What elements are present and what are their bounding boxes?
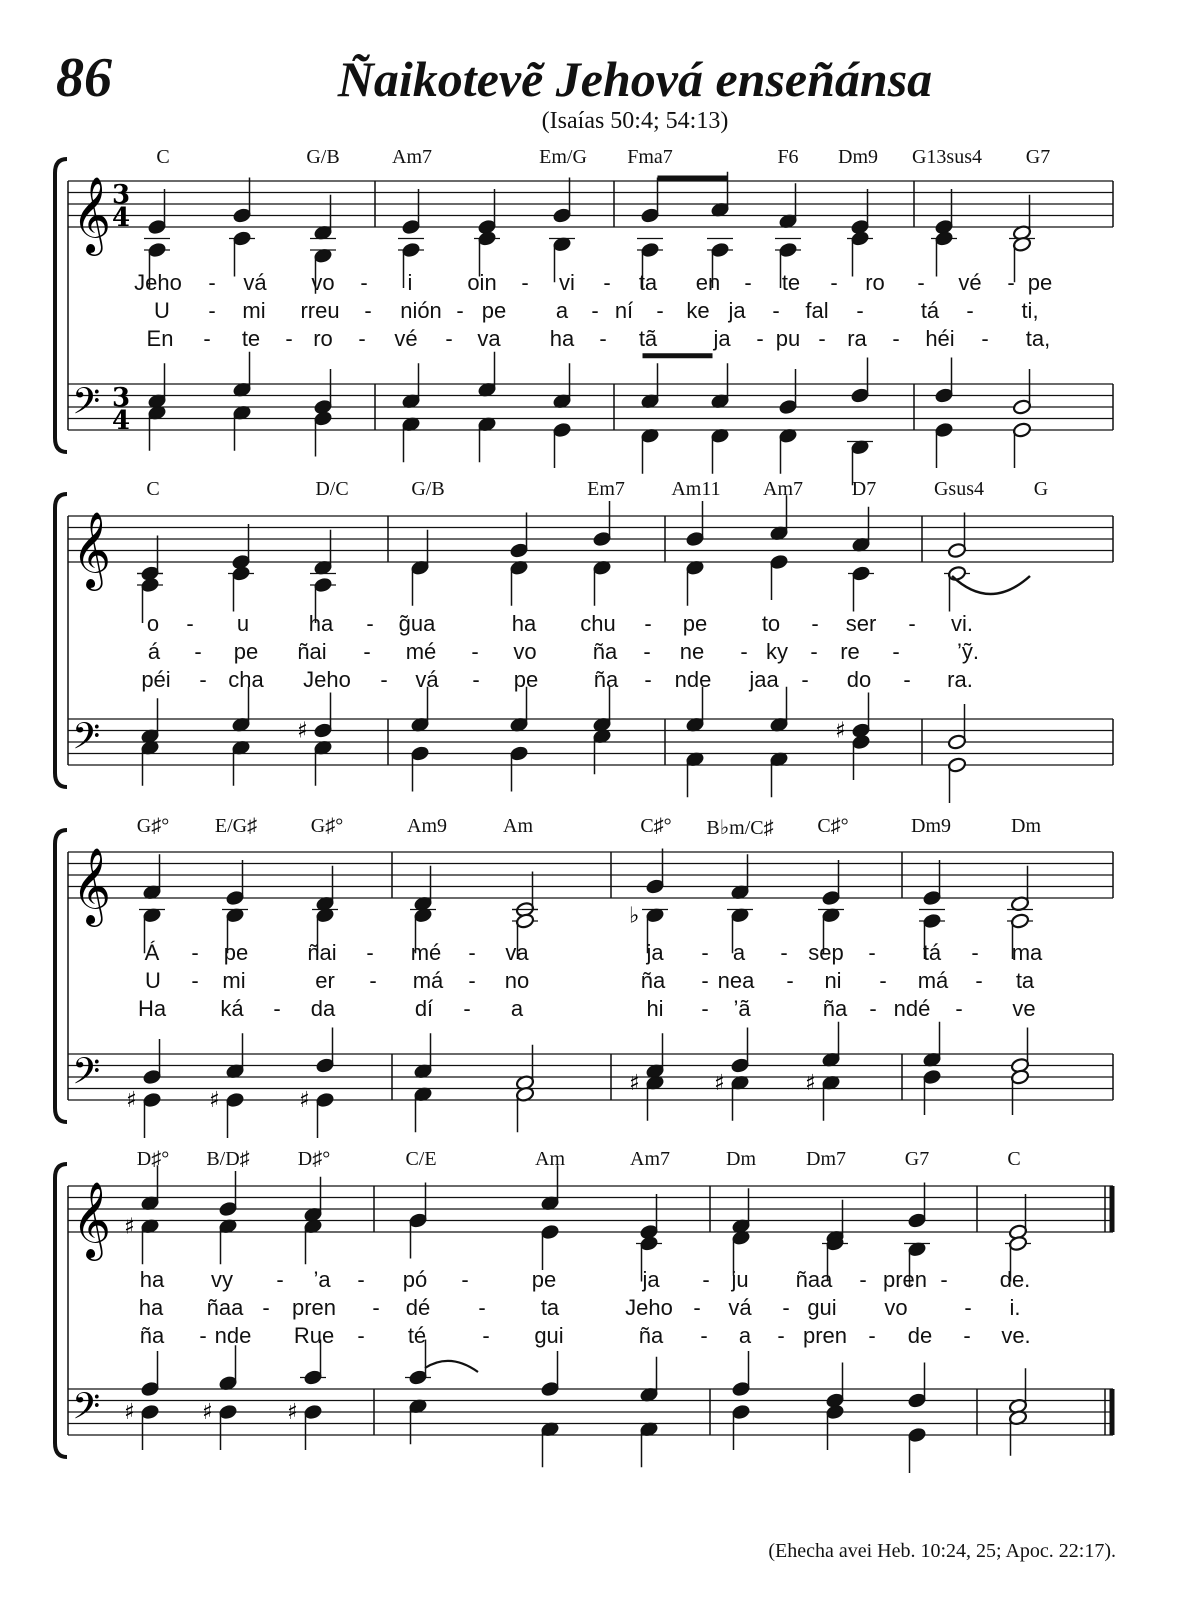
lyric-syllable: vá [728, 1295, 752, 1320]
lyric-syllable: ña [638, 1323, 664, 1348]
lyric-hyphen: - [868, 1323, 876, 1348]
sharp-icon: ♯ [124, 1214, 135, 1240]
lyric-syllable: ma [1011, 940, 1043, 965]
lyric-syllable: ña [640, 968, 666, 993]
sharp-icon: ♯ [714, 1070, 725, 1096]
lyric-hyphen: - [701, 968, 709, 993]
lyric-hyphen: - [644, 611, 652, 636]
lyric-hyphen: - [744, 270, 752, 295]
lyric-hyphen: - [782, 1295, 790, 1320]
lyric-hyphen: - [358, 326, 366, 351]
lyric-syllable: pe [531, 1267, 557, 1292]
lyric-hyphen: - [366, 611, 374, 636]
lyric-syllable: ha [138, 1295, 164, 1320]
lyric-syllable: pu [775, 326, 801, 351]
lyric-syllable: té [407, 1323, 427, 1348]
lyric-syllable: ni [824, 968, 842, 993]
treble-time-signature-bottom: 4 [112, 203, 131, 233]
chord-symbol: Am [503, 815, 533, 837]
lyric-hyphen: - [478, 1295, 486, 1320]
lyric-hyphen: - [599, 326, 607, 351]
lyric-hyphen: - [468, 940, 476, 965]
lyric-hyphen: - [810, 639, 818, 664]
bass-clef-icon: 𝄢 [72, 715, 101, 767]
lyric-hyphen: - [603, 270, 611, 295]
lyric-syllable: ha [511, 611, 537, 636]
lyric-syllable: ñai [307, 940, 337, 965]
chord-symbol: Em7 [587, 478, 625, 500]
chord-symbol: Dm9 [911, 815, 951, 837]
lyric-syllable: pren [882, 1267, 928, 1292]
lyric-syllable: nión [400, 298, 442, 323]
lyric-syllable: dé [405, 1295, 431, 1320]
lyric-syllable: ña [593, 667, 619, 692]
lyric-hyphen: - [908, 611, 916, 636]
chord-symbol: G♯° [136, 815, 170, 837]
lyric-syllable: a [738, 1323, 752, 1348]
bass-clef-icon: 𝄢 [72, 1050, 101, 1102]
lyric-syllable: ñai [297, 639, 327, 664]
lyric-hyphen: - [357, 1323, 365, 1348]
bass-time-signature-top: 3 [112, 383, 131, 413]
sharp-icon: ♯ [299, 1088, 310, 1113]
beam [643, 353, 713, 358]
chord-symbol: Gsus4 [933, 478, 985, 500]
lyric-syllable: pe [1027, 270, 1053, 295]
lyric-syllable: er [315, 968, 335, 993]
lyric-syllable: pe [223, 940, 249, 965]
lyric-syllable: i. [1009, 1295, 1021, 1320]
chord-symbol: G13sus4 [911, 146, 983, 168]
treble-clef-icon: 𝄞 [72, 1181, 112, 1258]
lyric-syllable: ta [540, 1295, 560, 1320]
sharp-icon: ♯ [287, 1400, 298, 1425]
chord-symbol: C [156, 146, 170, 168]
lyric-hyphen: - [964, 1295, 972, 1320]
chord-symbol: G7 [904, 1148, 930, 1170]
system-bracket [55, 1164, 67, 1457]
lyric-hyphen: - [482, 1323, 490, 1348]
lyric-hyphen: - [380, 667, 388, 692]
lyric-hyphen: - [756, 326, 764, 351]
lyric-syllable: ’ã [733, 996, 751, 1021]
chord-symbol: G/B [411, 478, 445, 500]
chord-symbol: C♯° [640, 815, 672, 837]
lyric-hyphen: - [856, 298, 864, 323]
lyric-hyphen: - [830, 270, 838, 295]
lyric-syllable: mé [405, 639, 437, 664]
lyric-syllable: to [761, 611, 781, 636]
lyric-hyphen: - [869, 996, 877, 1021]
lyric-hyphen: - [879, 968, 887, 993]
lyric-hyphen: - [591, 298, 599, 323]
lyric-syllable: no [504, 968, 530, 993]
lyric-syllable: pe [682, 611, 708, 636]
lyric-syllable: oin [467, 270, 497, 295]
treble-clef-icon: 𝄞 [72, 847, 112, 924]
lyric-hyphen: - [786, 968, 794, 993]
lyric-hyphen: - [892, 639, 900, 664]
lyric-hyphen: - [191, 968, 199, 993]
scripture-reference: (Isaías 50:4; 54:13) [541, 108, 729, 134]
lyric-syllable: gui [807, 1295, 837, 1320]
lyric-syllable: nde [214, 1323, 252, 1348]
lyric-syllable: o [146, 611, 160, 636]
lyric-syllable: ta [638, 270, 658, 295]
lyric-syllable: chu [580, 611, 616, 636]
lyric-syllable: sep [808, 940, 844, 965]
lyric-hyphen: - [940, 1267, 948, 1292]
lyric-syllable: ra [847, 326, 867, 351]
lyric-syllable: U [154, 298, 170, 323]
lyric-hyphen: - [186, 611, 194, 636]
lyric-hyphen: - [357, 1267, 365, 1292]
lyric-syllable: pe [513, 667, 539, 692]
chord-symbol: B/D♯ [206, 1148, 250, 1170]
lyric-syllable: te [781, 270, 801, 295]
lyric-hyphen: - [262, 1295, 270, 1320]
chord-symbol: F6 [777, 146, 799, 168]
lyric-syllable: tã [638, 326, 658, 351]
lyric-syllable: pren [802, 1323, 848, 1348]
chord-symbol: Dm9 [838, 146, 878, 168]
lyric-syllable: Á [144, 940, 160, 965]
chord-symbol: E/G♯ [214, 815, 258, 837]
system-bracket [55, 494, 67, 787]
lyric-syllable: rreu [300, 298, 340, 323]
lyric-hyphen: - [903, 667, 911, 692]
lyric-hyphen: - [700, 1323, 708, 1348]
chord-symbol: G♯° [310, 815, 344, 837]
chord-symbol: Am7 [763, 478, 803, 500]
lyric-syllable: da [310, 996, 336, 1021]
lyric-syllable: ’a [313, 1267, 331, 1292]
lyric-syllable: pe [233, 639, 259, 664]
chord-symbol: D♯° [136, 1148, 170, 1170]
lyric-syllable: a [510, 996, 524, 1021]
lyric-syllable: ser [845, 611, 877, 636]
lyric-syllable: u [236, 611, 250, 636]
lyric-syllable: vo [311, 270, 335, 295]
lyric-syllable: ne [679, 639, 705, 664]
lyric-syllable: vy [211, 1267, 233, 1292]
lyric-syllable: mi [242, 298, 266, 323]
chord-symbol: D/C [315, 478, 349, 500]
footnote: (Ehecha avei Heb. 10:24, 25; Apoc. 22:17). [768, 1540, 1116, 1562]
lyric-syllable: tá [920, 298, 940, 323]
lyric-hyphen: - [701, 996, 709, 1021]
lyric-syllable: á [147, 639, 161, 664]
lyric-hyphen: - [955, 996, 963, 1021]
lyric-hyphen: - [456, 298, 464, 323]
lyric-hyphen: - [194, 639, 202, 664]
lyric-syllable: ha [139, 1267, 165, 1292]
chord-symbol: Fma7 [627, 146, 673, 168]
lyric-syllable: vi [559, 270, 575, 295]
beam [658, 176, 728, 181]
bass-staff [68, 1051, 1113, 1102]
bass-clef-icon: 𝄢 [72, 1385, 101, 1437]
lyric-syllable: ti, [1021, 298, 1039, 323]
treble-clef-icon: 𝄞 [72, 176, 112, 253]
lyric-syllable: ja [642, 1267, 660, 1292]
lyric-hyphen: - [777, 1323, 785, 1348]
chord-symbol: Dm [1011, 815, 1041, 837]
lyric-syllable: g̃ua [398, 611, 436, 636]
lyric-syllable: vé [394, 326, 418, 351]
system-bracket [55, 830, 67, 1122]
lyric-hyphen: - [471, 639, 479, 664]
lyric-hyphen: - [963, 1323, 971, 1348]
lyric-syllable: ta, [1025, 326, 1051, 351]
lyric-syllable: mi [222, 968, 246, 993]
lyric-syllable: ro [865, 270, 885, 295]
lyric-syllable: ká [220, 996, 244, 1021]
lyric-hyphen: - [360, 270, 368, 295]
lyric-syllable: ra. [947, 667, 973, 692]
treble-staff [68, 847, 1113, 927]
chord-symbol: Em/G [539, 146, 587, 168]
lyric-hyphen: - [208, 270, 216, 295]
lyric-syllable: ja [713, 326, 731, 351]
lyric-syllable: Rue [293, 1323, 335, 1348]
lyric-syllable: fal [805, 298, 829, 323]
system-bracket [55, 159, 67, 452]
lyric-syllable: dí [414, 996, 434, 1021]
lyric-hyphen: - [285, 326, 293, 351]
lyric-hyphen: - [740, 639, 748, 664]
lyric-syllable: pó [402, 1267, 428, 1292]
lyric-syllable: vi. [951, 611, 973, 636]
chord-symbol: Am7 [630, 1148, 670, 1170]
chord-symbol: Am [535, 1148, 565, 1170]
lyric-syllable: ña [592, 639, 618, 664]
lyric-syllable: ta [1015, 968, 1035, 993]
lyric-syllable: cha [228, 667, 264, 692]
lyric-syllable: En [146, 326, 174, 351]
lyric-hyphen: - [643, 639, 651, 664]
lyric-hyphen: - [656, 298, 664, 323]
lyric-syllable: má [917, 968, 949, 993]
sharp-icon: ♯ [297, 718, 308, 744]
lyric-syllable: de. [999, 1267, 1031, 1292]
chord-symbol: C♯° [817, 815, 849, 837]
bass-time-signature-bottom: 4 [112, 406, 131, 436]
sharp-icon: ♯ [209, 1088, 220, 1113]
lyric-hyphen: - [199, 667, 207, 692]
notes-system-3 [126, 849, 1036, 1139]
lyric-syllable: ro [313, 326, 333, 351]
lyric-syllable: ñaa [795, 1267, 833, 1292]
treble-clef-icon: 𝄞 [72, 511, 112, 588]
lyric-syllable: vá [243, 270, 267, 295]
lyric-hyphen: - [1007, 270, 1015, 295]
lyric-hyphen: - [445, 326, 453, 351]
lyric-syllable: pe [481, 298, 507, 323]
chord-symbol: D♯° [297, 1148, 331, 1170]
chord-symbol: Am9 [407, 815, 447, 837]
hymn-title: Ñaikotevẽ Jehová enseñánsa [337, 51, 933, 107]
lyric-syllable: gui [534, 1323, 564, 1348]
lyric-syllable: va [477, 326, 501, 351]
notes-system-1 [144, 172, 1035, 486]
lyric-hyphen: - [199, 1323, 207, 1348]
slur [425, 1361, 478, 1372]
lyric-syllable: má [412, 968, 444, 993]
lyric-syllable: i [407, 270, 413, 295]
sharp-icon: ♯ [629, 1070, 640, 1096]
lyric-syllable: péi [141, 667, 171, 692]
chord-symbol: Dm7 [806, 1148, 846, 1170]
lyric-hyphen: - [780, 940, 788, 965]
lyric-syllable: ja [646, 940, 664, 965]
lyric-hyphen: - [693, 1295, 701, 1320]
lyric-syllable: ñaa [206, 1295, 244, 1320]
lyric-syllable: re [840, 639, 860, 664]
lyric-syllable: Jeho [625, 1295, 673, 1320]
lyric-hyphen: - [203, 326, 211, 351]
lyric-syllable: ky [766, 639, 788, 664]
lyric-syllable: do [846, 667, 872, 692]
lyric-hyphen: - [372, 1295, 380, 1320]
lyric-syllable: va [505, 940, 529, 965]
lyric-syllable: ña [139, 1323, 165, 1348]
chord-symbol: Am7 [392, 146, 432, 168]
lyric-syllable: mé [410, 940, 442, 965]
lyric-hyphen: - [468, 968, 476, 993]
chord-symbol: D7 [851, 478, 877, 500]
lyric-syllable: ña [822, 996, 848, 1021]
lyric-hyphen: - [702, 1267, 710, 1292]
lyric-syllable: ve [1012, 996, 1036, 1021]
lyric-syllable: vo [513, 639, 537, 664]
lyric-syllable: héi [925, 326, 955, 351]
lyric-syllable: ve. [1001, 1323, 1031, 1348]
lyric-syllable: Jeho [134, 270, 182, 295]
chord-symbol: Dm [726, 1148, 756, 1170]
lyric-hyphen: - [975, 968, 983, 993]
treble-staff [68, 176, 1113, 256]
lyric-syllable: ’ỹ. [957, 639, 979, 664]
chord-symbol: B♭m/C♯ [706, 817, 774, 839]
lyric-hyphen: - [811, 611, 819, 636]
lyric-hyphen: - [966, 298, 974, 323]
bass-staff [68, 381, 1113, 437]
sharp-icon: ♯ [202, 1400, 213, 1425]
sharp-icon: ♯ [124, 1400, 135, 1425]
lyric-syllable: a [732, 940, 746, 965]
chord-symbol: C/E [405, 1148, 437, 1170]
lyric-syllable: a [555, 298, 569, 323]
lyric-hyphen: - [461, 1267, 469, 1292]
lyric-syllable: ndé [893, 996, 931, 1021]
lyric-hyphen: - [772, 298, 780, 323]
lyric-syllable: nea [717, 968, 755, 993]
chord-symbol: C [146, 478, 160, 500]
sharp-icon: ♯ [835, 718, 846, 744]
chord-symbol: G7 [1025, 146, 1051, 168]
lyric-hyphen: - [191, 940, 199, 965]
lyric-hyphen: - [521, 270, 529, 295]
chord-symbol: G [1033, 478, 1049, 500]
lyric-syllable: te [241, 326, 261, 351]
lyric-syllable: de [907, 1323, 933, 1348]
lyric-syllable: nde [674, 667, 712, 692]
lyric-syllable: Ha [137, 996, 167, 1021]
lyric-hyphen: - [892, 326, 900, 351]
lyric-hyphen: - [917, 270, 925, 295]
lyric-hyphen: - [276, 1267, 284, 1292]
lyric-syllable: ke [686, 298, 710, 323]
tie [952, 576, 1030, 594]
lyric-hyphen: - [971, 940, 979, 965]
lyric-syllable: ju [731, 1267, 749, 1292]
lyric-hyphen: - [701, 940, 709, 965]
sharp-icon: ♯ [805, 1070, 816, 1096]
lyric-syllable: ha [308, 611, 334, 636]
lyric-hyphen: - [868, 940, 876, 965]
lyric-syllable: vo [884, 1295, 908, 1320]
lyric-hyphen: - [818, 326, 826, 351]
lyric-hyphen: - [364, 298, 372, 323]
lyric-syllable: ha [549, 326, 575, 351]
lyric-syllable: hi [646, 996, 664, 1021]
lyric-syllable: vé [958, 270, 982, 295]
chord-symbol: Am11 [671, 478, 721, 500]
lyric-hyphen: - [981, 326, 989, 351]
lyric-syllable: jaa [749, 667, 779, 692]
lyric-hyphen: - [644, 667, 652, 692]
lyric-syllable: en [695, 270, 721, 295]
lyric-syllable: Jeho [303, 667, 351, 692]
lyric-hyphen: - [208, 298, 216, 323]
lyric-hyphen: - [801, 667, 809, 692]
lyric-syllable: vá [415, 667, 439, 692]
lyric-syllable: ní [614, 298, 634, 323]
lyric-hyphen: - [369, 968, 377, 993]
lyric-hyphen: - [273, 996, 281, 1021]
lyric-hyphen: - [363, 639, 371, 664]
lyric-syllable: pren [291, 1295, 337, 1320]
lyric-syllable: U [145, 968, 161, 993]
bass-clef-icon: 𝄢 [72, 380, 101, 432]
lyric-hyphen: - [366, 940, 374, 965]
lyric-syllable: tá [922, 940, 942, 965]
chord-symbol: G/B [306, 146, 340, 168]
lyric-hyphen: - [859, 1267, 867, 1292]
lyric-hyphen: - [463, 996, 471, 1021]
treble-time-signature-top: 3 [112, 180, 131, 210]
hymn-number: 86 [56, 47, 112, 109]
sharp-icon: ♯ [126, 1088, 137, 1113]
lyric-syllable: ja [728, 298, 746, 323]
lyric-hyphen: - [472, 667, 480, 692]
flat-icon: ♭ [629, 903, 640, 929]
chord-symbol: C [1007, 1148, 1021, 1170]
